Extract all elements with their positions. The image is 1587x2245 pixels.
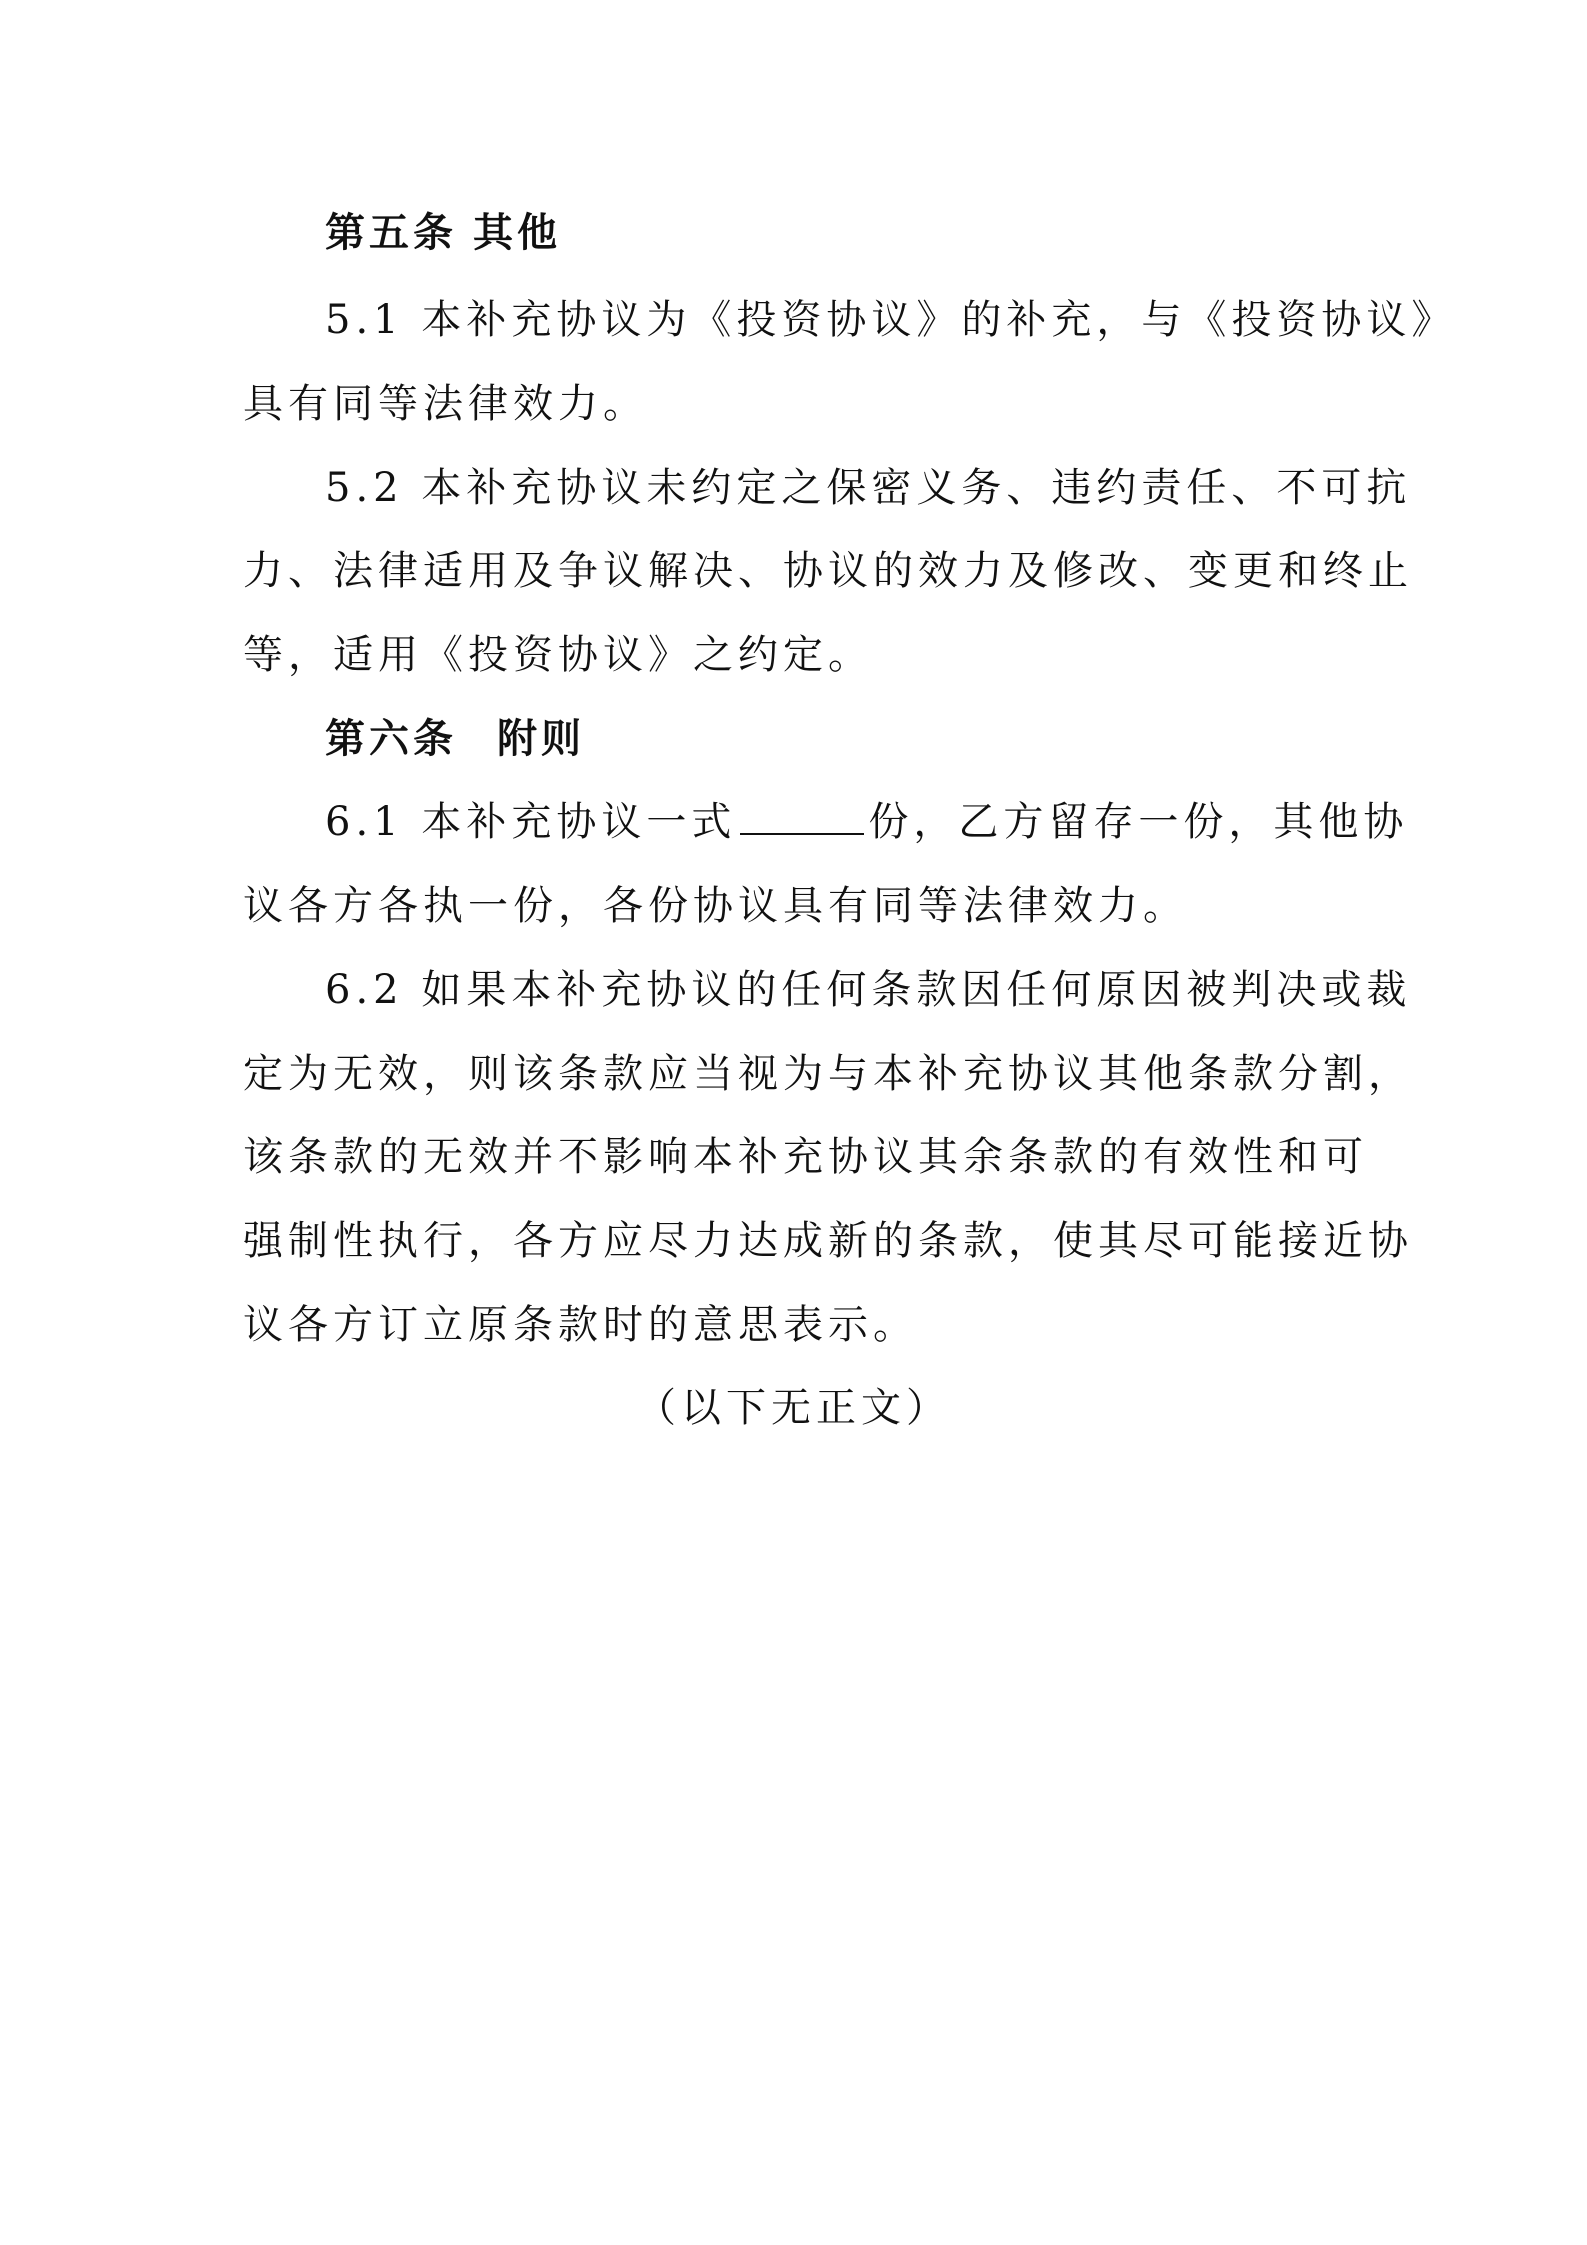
article-5-heading [325, 205, 561, 261]
article-6-number: 第六条 [325, 715, 457, 762]
clause-6-2-line-2: 定为无效，则该条款应当视为与本补充协议其他条款分割， [243, 1051, 1413, 1097]
copies-blank-field [740, 799, 864, 835]
clause-6-1-text-after-blank: 份，乙方留存一份，其他协 [868, 799, 1409, 845]
clause-6-2-line-1: 6.2 如果本补充协议的任何条款因任何原因被判决或裁 [325, 967, 1412, 1013]
closing-note: （以下无正文） [636, 1385, 951, 1431]
article-5-number: 第五条 [325, 209, 457, 256]
article-6-heading [325, 711, 585, 767]
clause-5-2-line-1: 5.2 本补充协议未约定之保密义务、违约责任、不可抗 [325, 465, 1412, 511]
clause-5-1-line-1: 5.1 本补充协议为《投资协议》的补充，与《投资协议》 [325, 297, 1457, 343]
clause-6-1-line-2: 议各方各执一份，各份协议具有同等法律效力。 [243, 883, 1188, 929]
clause-6-2-line-3: 该条款的无效并不影响本补充协议其余条款的有效性和可 [243, 1134, 1368, 1180]
clause-6-2-line-4: 强制性执行，各方应尽力达成新的条款，使其尽可能接近协 [243, 1218, 1413, 1264]
clause-6-2-line-5: 议各方订立原条款时的意思表示。 [243, 1302, 918, 1348]
article-5-title: 其他 [473, 209, 561, 256]
article-6-title: 附则 [497, 715, 585, 762]
clause-5-1-line-2: 具有同等法律效力。 [243, 381, 648, 427]
clause-5-2-line-3: 等，适用《投资协议》之约定。 [243, 632, 873, 678]
clause-5-2-line-2: 力、法律适用及争议解决、协议的效力及修改、变更和终止 [243, 548, 1413, 594]
clause-6-1-text-before-blank: 6.1 本补充协议一式 [325, 799, 737, 845]
clause-6-1-line-1 [325, 794, 1409, 850]
